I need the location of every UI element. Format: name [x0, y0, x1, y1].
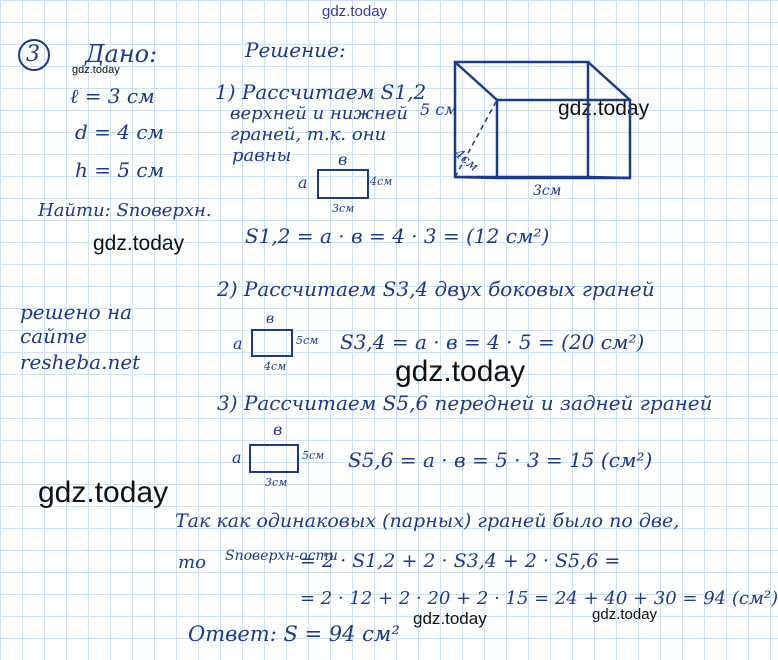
rect1-label-b: в	[338, 150, 348, 169]
given-find: Найти: Sповерхн.	[38, 200, 212, 221]
given-l: ℓ = 3 см	[70, 84, 155, 108]
step1-line4: равны	[232, 145, 292, 166]
rect3-label-right: 5см	[302, 449, 325, 462]
rectangle-side-face	[252, 330, 292, 356]
watermark-bottom-right[interactable]: gdz.today	[592, 606, 658, 623]
watermark-top[interactable]: gdz.today	[322, 3, 388, 20]
cube-label-height: 5 см	[420, 100, 458, 119]
conclusion-formula: = 2 · S1,2 + 2 · S3,4 + 2 · S5,6 =	[300, 550, 621, 572]
rect2-label-b: в	[266, 311, 275, 327]
watermark-bottom-mid[interactable]: gdz.today	[413, 609, 487, 628]
cube-label-width: 3см	[533, 183, 562, 199]
side-note-line1: решено на	[20, 300, 133, 324]
rectangle-front-face	[250, 445, 298, 472]
rectangle-top-face	[318, 170, 368, 198]
given-title: Дано:	[85, 40, 158, 68]
rect2-label-right: 5см	[296, 334, 319, 347]
problem-number: 3	[26, 42, 40, 67]
answer: Ответ: S = 94 см²	[188, 622, 400, 646]
rect3-label-bottom: 3см	[265, 476, 288, 489]
side-note-line3: resheba.net	[20, 350, 141, 374]
formula1: S1,2 = a · в = 4 · 3 = (12 см²)	[245, 224, 550, 248]
rect1-label-right: 4см	[370, 175, 393, 188]
cube-label-depth: 4см	[451, 146, 482, 175]
rect3-label-a: a	[232, 448, 242, 467]
conclusion-calc: = 2 · 12 + 2 · 20 + 2 · 15 = 24 + 40 + 30 = 94 (см²)	[300, 588, 778, 609]
watermark-left-big[interactable]: gdz.today	[38, 476, 169, 509]
step1-line1: 1) Рассчитаем S1,2	[215, 80, 427, 104]
step1-line3: граней, т.к. они	[230, 124, 387, 145]
given-d: d = 4 см	[75, 120, 165, 144]
conclusion-S-surface: Sповерхн-ости	[225, 548, 338, 564]
formula3: S5,6 = a · в = 5 · 3 = 15 (см²)	[348, 448, 653, 472]
side-note-line2: сайте	[20, 324, 87, 348]
step2: 2) Рассчитаем S3,4 двух боковых граней	[217, 277, 655, 301]
given-h: h = 5 см	[75, 158, 165, 182]
conclusion-prefix: то	[178, 552, 206, 573]
watermark-center[interactable]: gdz.today	[395, 355, 526, 388]
rect3-label-b: в	[273, 420, 283, 439]
parallelepiped-drawing	[455, 62, 630, 178]
solution-title: Решение:	[245, 38, 346, 62]
watermark-small[interactable]: gdz.today	[72, 64, 120, 76]
rect2-label-bottom: 4см	[264, 360, 287, 373]
rect2-label-a: a	[233, 334, 243, 353]
watermark-cube[interactable]: gdz.today	[558, 97, 650, 120]
watermark-left-mid[interactable]: gdz.today	[93, 232, 185, 255]
rect1-label-bottom: 3см	[332, 202, 355, 215]
step3: 3) Рассчитаем S5,6 передней и задней граней	[217, 391, 713, 415]
step1-line2: верхней и нижней	[230, 103, 408, 124]
conclusion-line1: Так как одинаковых (парных) граней было по две,	[175, 510, 680, 532]
rect1-label-a: a	[298, 173, 308, 192]
formula2: S3,4 = a · в = 4 · 5 = (20 см²)	[340, 330, 645, 354]
